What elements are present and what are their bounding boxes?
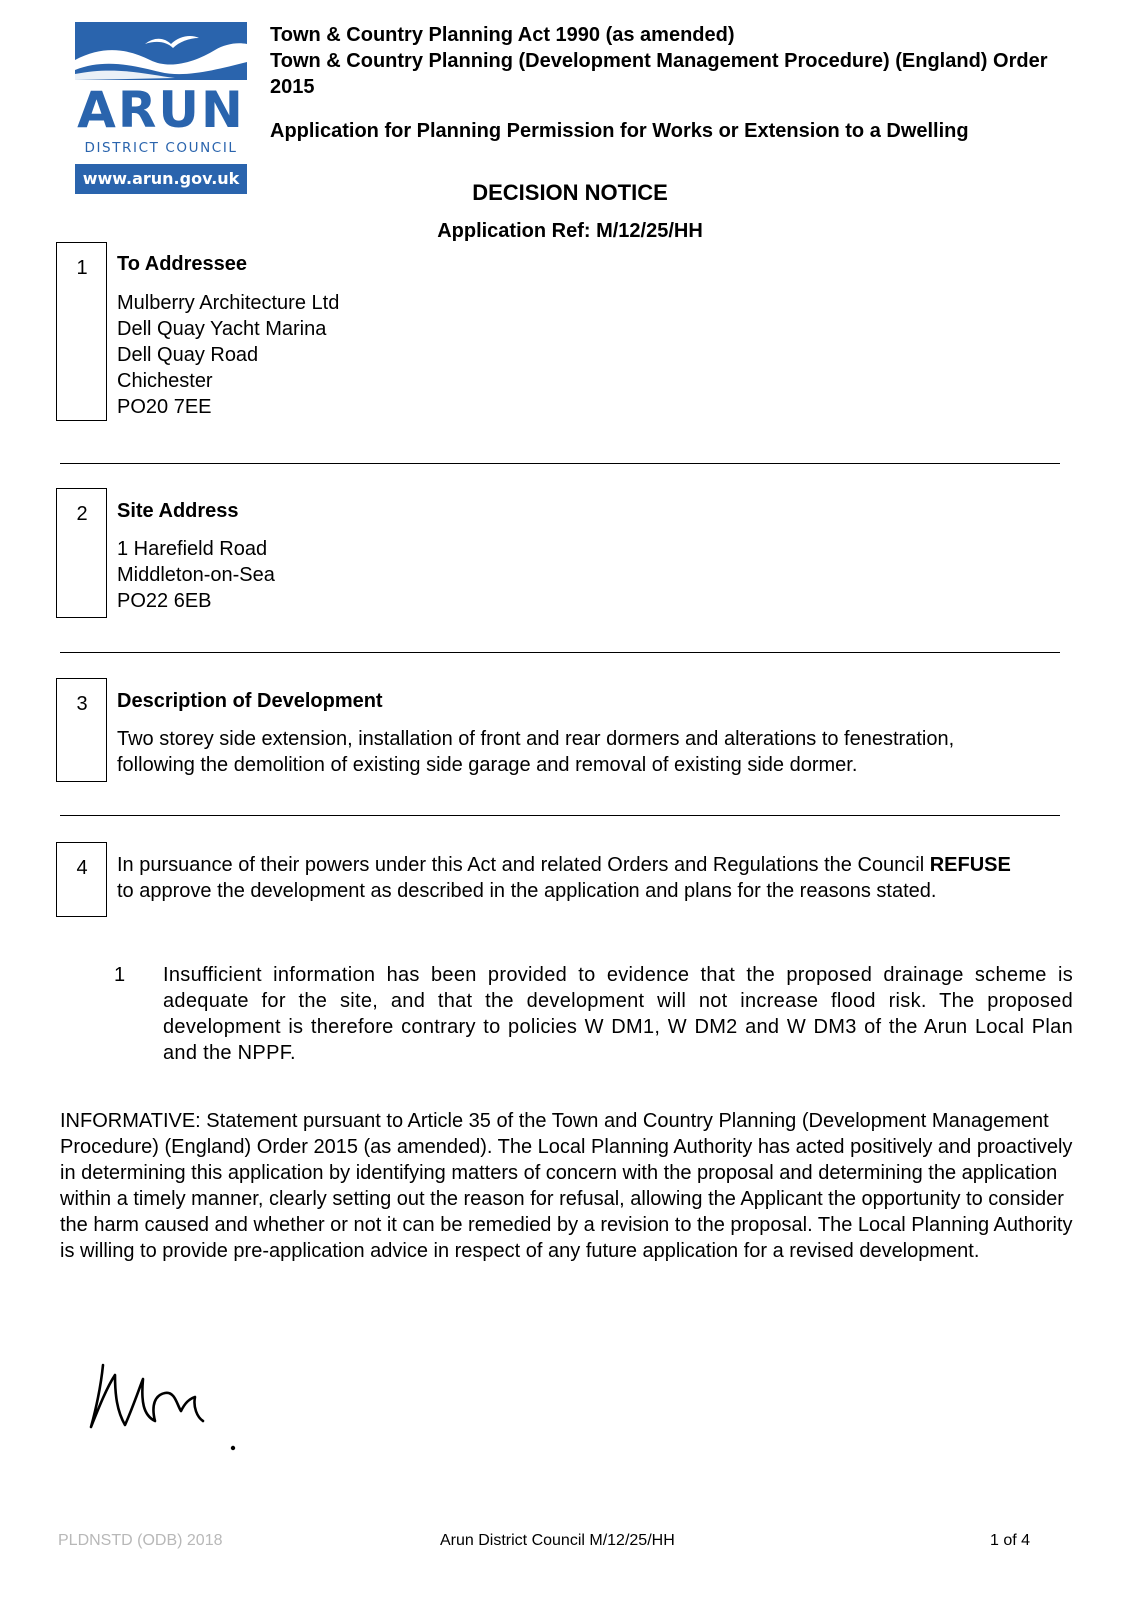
section-number: 4 (76, 857, 88, 879)
site-address-lines (117, 536, 275, 614)
decision-word: REFUSE (929, 854, 1011, 876)
section-number-box (56, 842, 107, 917)
signature-image (85, 1355, 245, 1455)
section-number-box (56, 678, 107, 782)
decision-text: In pursuance of their powers under this Act and related Orders and Regulations the Council (117, 854, 930, 876)
section-number: 3 (76, 693, 88, 715)
address-line: Chichester (117, 370, 213, 392)
section-number-box (56, 242, 107, 421)
decision-text-continued: to approve the development as described in the application and plans for the reasons stated. (117, 880, 937, 902)
order-title-line1: Town & Country Planning (Development Management Procedure) (England) Order (270, 50, 1048, 72)
informative-text: INFORMATIVE: Statement pursuant to Article 35 of the Town and Country Planning (Development Management Procedure) (England) Order 2015 (as amended). The Local Planning Authority has acted positively and proactively in determining this application by identifying matters of concern with the proposal and determining the application within a timely manner, clearly setting out the reason for refusal, allowing the Applicant the opportunity to consider the harm caused and whether or not it can be remedied by a revision to the proposal. The Local Planning Authority is willing to provide pre-application advice in respect of any future application for a revised development. (60, 1110, 1073, 1262)
notice-title: DECISION NOTICE (472, 180, 668, 205)
address-line: PO22 6EB (117, 590, 212, 612)
section-number: 2 (76, 503, 88, 525)
address-line: Dell Quay Road (117, 344, 259, 366)
addressee-lines (117, 290, 339, 420)
decision-statement (117, 852, 1077, 904)
address-line: Dell Quay Yacht Marina (117, 318, 327, 340)
footer-code: PLDNSTD (ODB) 2018 (58, 1532, 223, 1549)
order-title-line2: 2015 (270, 76, 315, 98)
address-line: Middleton-on-Sea (117, 564, 275, 586)
divider (60, 815, 1060, 816)
description-line: following the demolition of existing side garage and removal of existing side dormer. (117, 754, 858, 776)
site-address-title: Site Address (117, 500, 239, 522)
address-line: Mulberry Architecture Ltd (117, 292, 340, 314)
reason-number: 1 (114, 964, 126, 986)
description-line: Two storey side extension, installation of front and rear dormers and alterations to fenestration, (117, 728, 955, 750)
description-title: Description of Development (117, 690, 383, 712)
addressee-title: To Addressee (117, 253, 248, 275)
page-number: 1 of 4 (990, 1532, 1031, 1549)
reason-text: Insufficient information has been provided to evidence that the proposed drainage scheme is adequate for the site, and that the development will not increase flood risk. The proposed development is therefore contrary to policies W DM1, W DM2 and W DM3 of the Arun Local Plan and the NPPF. (163, 964, 1073, 1064)
logo-website: www.arun.gov.uk (75, 164, 247, 194)
logo-banner (75, 22, 247, 80)
act-title: Town & Country Planning Act 1990 (as amended) (270, 24, 735, 46)
divider (60, 652, 1060, 653)
application-ref: Application Ref: M/12/25/HH (437, 220, 703, 242)
address-line: PO20 7EE (117, 396, 212, 418)
section-number-box (56, 488, 107, 618)
description-text (117, 726, 1057, 778)
divider (60, 463, 1060, 464)
council-logo (75, 22, 247, 196)
logo-subtitle: DISTRICT COUNCIL (84, 140, 238, 156)
footer-reference: Arun District Council M/12/25/HH (440, 1532, 675, 1549)
application-type: Application for Planning Permission for Works or Extension to a Dwelling (270, 120, 969, 142)
address-line: 1 Harefield Road (117, 538, 268, 560)
section-number: 1 (76, 257, 88, 279)
seagull-waves-icon (75, 22, 247, 80)
logo-wordmark: ARUN (77, 81, 245, 139)
